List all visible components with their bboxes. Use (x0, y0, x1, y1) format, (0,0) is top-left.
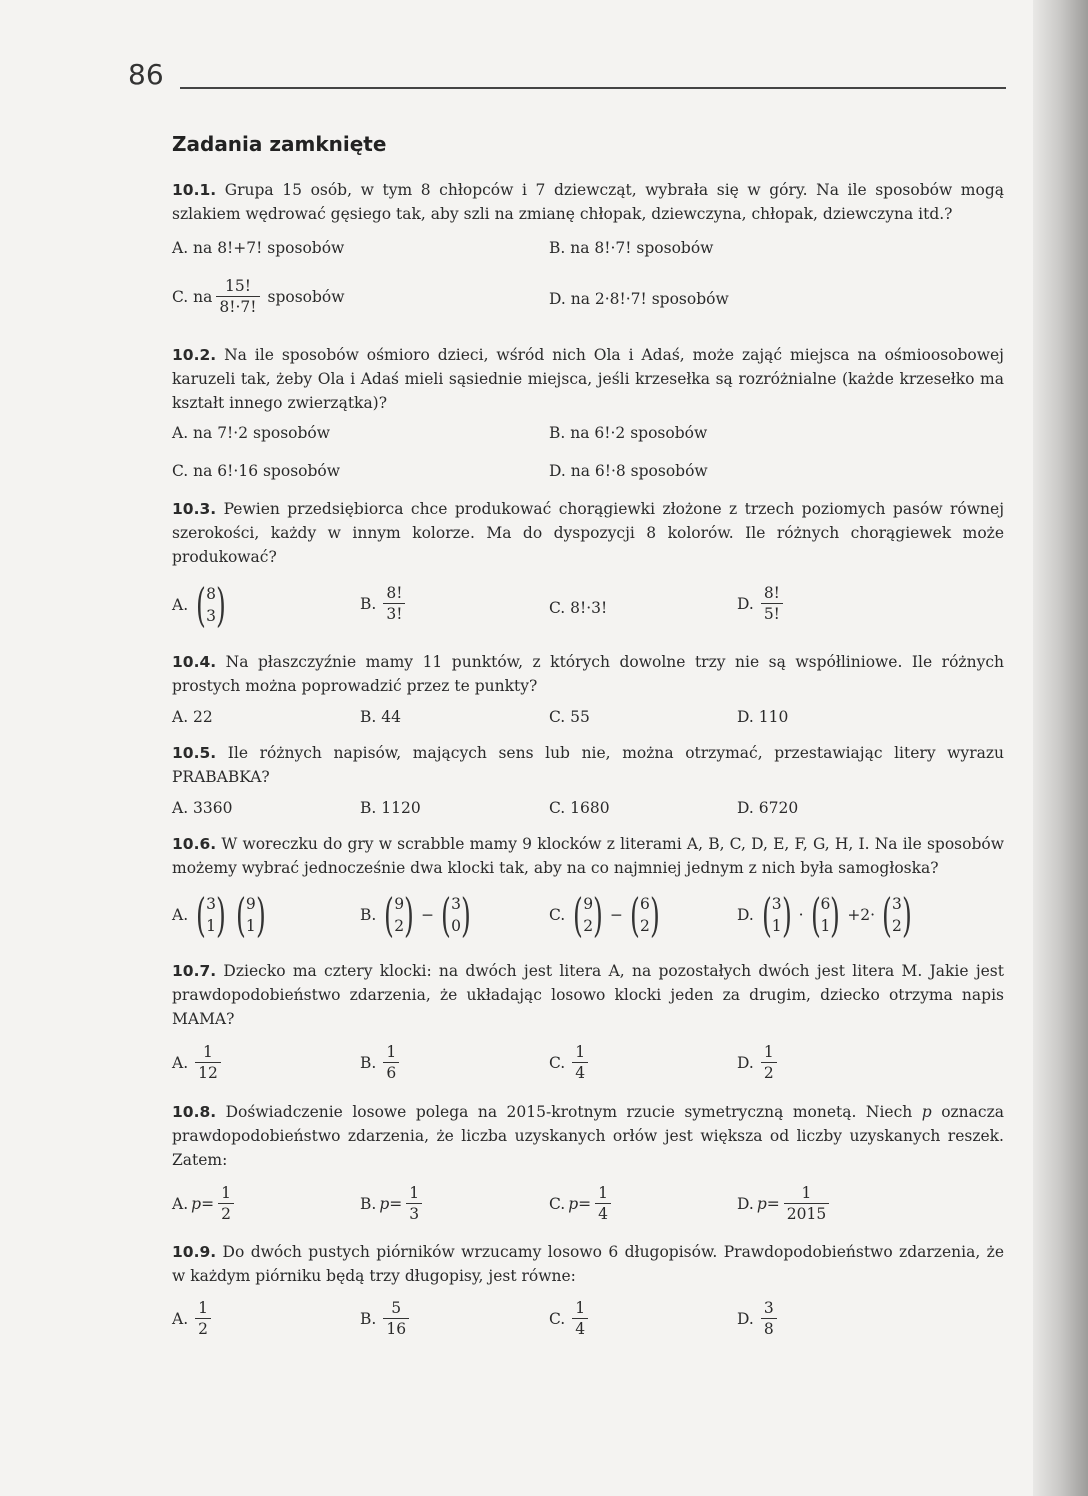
equals-sign: = (578, 1194, 592, 1213)
page-edge-shadow (1033, 0, 1088, 1496)
answer-a: A. na 8!+7! sposobów (172, 239, 345, 257)
numerator: 5 (391, 1299, 402, 1317)
numerator: 8! (386, 584, 403, 602)
numerator: 1 (598, 1184, 609, 1202)
numerator: 1 (198, 1299, 208, 1317)
numerator: 3 (763, 1299, 774, 1317)
task-number: 10.4. (172, 653, 217, 671)
answer-d (737, 1298, 781, 1339)
numerator: 8! (763, 584, 780, 602)
task-text-pre: Doświadczenie losowe polega na 2015-krotnym rzucie symetryczną monetą. Niech (225, 1103, 913, 1121)
answer-a: A. na 7!·2 sposobów (172, 424, 331, 442)
binomial-top: 3 (451, 895, 461, 913)
denominator: 6 (383, 1062, 399, 1083)
task-text: Do dwóch pustych piórników wrzucamy losowo 6 długopisów. Prawdopodobieństwo zdarzenia, że w każdym piórniku będą trzy długopisy, jest równe: (172, 1243, 1004, 1285)
task-10-6 (172, 832, 1004, 880)
answer-a: A. 22 (172, 708, 213, 726)
task-number: 10.7. (172, 962, 217, 980)
answer-a: A. 3360 (172, 799, 233, 817)
answer-b: B. na 6!·2 sposobów (549, 424, 708, 442)
answer-label: C. (549, 906, 566, 924)
task-10-1 (172, 178, 1004, 226)
answer-label: B. (360, 1309, 377, 1328)
header-rule (180, 87, 1006, 89)
binomial-top: 3 (892, 895, 902, 913)
task-10-3 (172, 497, 1004, 569)
answer-label: C. (549, 1053, 566, 1072)
answer-a (172, 578, 231, 632)
numerator: 15! (224, 277, 251, 295)
answer-b (360, 1183, 426, 1224)
answer-d (737, 1183, 833, 1224)
answer-c: C. 1680 (549, 799, 610, 817)
variable: p (568, 1194, 579, 1213)
numerator: 1 (409, 1184, 420, 1202)
answer-label: A. (172, 1194, 189, 1213)
answer-c (549, 1183, 615, 1224)
numerator: 1 (763, 1043, 774, 1061)
answer-d (737, 888, 917, 942)
denominator: 2 (761, 1062, 777, 1083)
denominator: 12 (195, 1062, 221, 1083)
binomial-bottom: 2 (639, 917, 650, 935)
page-header (128, 58, 1006, 98)
binomial: ( 3 2 ) (882, 888, 912, 942)
task-number: 10.9. (172, 1243, 217, 1261)
binomial-bottom: 2 (394, 917, 405, 935)
answer-c (549, 1042, 592, 1083)
answer-d: D. na 2·8!·7! sposobów (549, 290, 729, 308)
denominator: 2 (218, 1203, 234, 1224)
task-text-post: oznacza prawdopodobieństwo zdarzenia, że liczba uzyskanych orłów jest większa od liczby uzyskanych reszek. Zatem: (172, 1103, 1004, 1169)
answer-b: B. 44 (360, 708, 401, 726)
denominator: 3 (406, 1203, 422, 1224)
answer-d: D. 110 (737, 708, 789, 726)
answer-label: D. (737, 906, 754, 924)
task-10-5 (172, 741, 1004, 789)
answer-d (737, 583, 787, 624)
binomial-top: 3 (771, 895, 782, 913)
operator: · (798, 906, 804, 924)
answer-c: C. 8!·3! (549, 599, 608, 617)
task-text: Na ile sposobów ośmioro dzieci, wśród nich Ola i Adaś, może zająć miejsca na ośmioosobowej karuzeli tak, żeby Ola i Adaś mieli sąsiednie miejsca, jeśli krzesełka są rozróżnialne (każde krzesełko ma kształt innego zwierzątka)? (172, 346, 1004, 412)
answer-a (172, 1298, 215, 1339)
binomial-bottom: 2 (583, 917, 594, 935)
answer-label: B. (360, 1194, 377, 1213)
task-10-9 (172, 1240, 1004, 1288)
answer-c: C. na 6!·16 sposobów (172, 462, 340, 480)
binomial-bottom: 0 (451, 917, 461, 935)
fraction (383, 1298, 409, 1339)
fraction (216, 276, 259, 317)
binomial-bottom: 2 (892, 917, 902, 935)
variable: p (379, 1194, 390, 1213)
answer-a (172, 888, 271, 942)
binomial-top: 9 (394, 895, 405, 913)
answer-c (549, 888, 665, 942)
binomial-top: 3 (206, 895, 216, 913)
answer-b: B. na 8!·7! sposobów (549, 239, 714, 257)
task-number: 10.6. (172, 835, 217, 853)
fraction (406, 1183, 422, 1224)
binomial-bottom: 1 (771, 917, 782, 935)
binomial: ( 8 3 ) (196, 578, 226, 632)
fraction (195, 1042, 221, 1083)
answer-label: D. (737, 1053, 754, 1072)
answer-label: C. na (172, 287, 213, 306)
answer-suffix: sposobów (267, 287, 345, 306)
task-text: Ile różnych napisów, mających sens lub nie, można otrzymać, przestawiając litery wyrazu PRABABKA? (172, 744, 1004, 786)
answer-label: D. (737, 1309, 754, 1328)
binomial-bottom: 1 (245, 917, 256, 935)
page-number: 86 (128, 58, 164, 91)
equals-sign: = (201, 1194, 215, 1213)
numerator: 1 (386, 1043, 397, 1061)
denominator: 2015 (784, 1203, 829, 1224)
fraction (195, 1298, 211, 1339)
answer-c: C. 55 (549, 708, 590, 726)
task-number: 10.3. (172, 500, 217, 518)
numerator: 1 (203, 1043, 213, 1061)
task-10-2 (172, 343, 1004, 415)
equals-sign: = (389, 1194, 403, 1213)
answer-label: B. (360, 594, 377, 613)
binomial-top: 9 (245, 895, 256, 913)
fraction (383, 1042, 399, 1083)
fraction (572, 1298, 588, 1339)
binomial: ( 9 2 ) (573, 888, 603, 942)
fraction (218, 1183, 234, 1224)
answer-label: C. (549, 1194, 566, 1213)
fraction (761, 583, 783, 624)
task-10-8 (172, 1100, 1004, 1172)
variable: p (756, 1194, 767, 1213)
numerator: 1 (801, 1184, 812, 1202)
answer-label: A. (172, 906, 189, 924)
numerator: 1 (575, 1299, 586, 1317)
denominator: 2 (195, 1318, 211, 1339)
answer-a (172, 1183, 238, 1224)
binomial-top: 6 (820, 895, 831, 913)
variable: p (191, 1194, 202, 1213)
answer-b (360, 1042, 403, 1083)
fraction (784, 1183, 829, 1224)
answer-label: B. (360, 906, 377, 924)
denominator: 3! (383, 603, 405, 624)
task-text: Pewien przedsiębiorca chce produkować chorągiewki złożone z trzech poziomych pasów równej szerokości, każdy w innym kolorze. Ma do dyspozycji 8 kolorów. Ile różnych chorągiewek może produkować? (172, 500, 1004, 566)
binomial: ( 3 0 ) (441, 888, 471, 942)
denominator: 5! (761, 603, 783, 624)
binomial-top: 9 (583, 895, 594, 913)
denominator: 8 (761, 1318, 777, 1339)
fraction (595, 1183, 611, 1224)
denominator: 4 (572, 1318, 588, 1339)
numerator: 1 (575, 1043, 586, 1061)
binomial: ( 9 2 ) (384, 888, 415, 942)
operator: − (610, 906, 624, 924)
answer-label: D. (737, 1194, 754, 1213)
answer-label: D. (737, 594, 754, 613)
answer-d (737, 1042, 781, 1083)
denominator: 16 (383, 1318, 409, 1339)
numerator: 1 (221, 1184, 231, 1202)
answer-label: A. (172, 1309, 189, 1328)
task-text: Grupa 15 osób, w tym 8 chłopców i 7 dziewcząt, wybrała się w góry. Na ile sposobów mogą szlakiem wędrować gęsiego tak, aby szli na zmianę chłopak, dziewczyna, chłopak, dziewczyna itd.? (172, 181, 1004, 223)
fraction (572, 1042, 588, 1083)
answer-b (360, 1298, 413, 1339)
operator: − (421, 906, 435, 924)
answer-b (360, 888, 476, 942)
answer-label: C. (549, 1309, 566, 1328)
answer-c (549, 1298, 592, 1339)
answer-d: D. na 6!·8 sposobów (549, 462, 708, 480)
task-number: 10.2. (172, 346, 217, 364)
section-title: Zadania zamknięte (172, 132, 387, 156)
task-number: 10.5. (172, 744, 217, 762)
answer-label: A. (172, 1053, 189, 1072)
equals-sign: = (766, 1194, 780, 1213)
task-text: Na płaszczyźnie mamy 11 punktów, z których dowolne trzy nie są współliniowe. Ile różnych prostych można poprowadzić przez te punkty? (172, 653, 1004, 695)
fraction (761, 1298, 777, 1339)
answer-d: D. 6720 (737, 799, 799, 817)
task-variable: p (921, 1103, 932, 1121)
binomial-top: 6 (639, 895, 650, 913)
task-10-4 (172, 650, 1004, 698)
binomial: ( 6 1 ) (810, 888, 841, 942)
binomial-bottom: 3 (206, 607, 216, 625)
task-number: 10.1. (172, 181, 217, 199)
denominator: 8!·7! (216, 296, 259, 317)
answer-label: B. (360, 1053, 377, 1072)
task-10-7 (172, 959, 1004, 1031)
binomial: ( 3 1 ) (761, 888, 792, 942)
answer-a (172, 1042, 225, 1083)
task-text: W woreczku do gry w scrabble mamy 9 klocków z literami A, B, C, D, E, F, G, H, I. Na ile sposobów możemy wybrać jednocześnie dwa klocki tak, aby na co najmniej jednym z nich była samogłoska? (172, 835, 1004, 877)
answer-b (360, 583, 409, 624)
binomial-bottom: 1 (820, 917, 831, 935)
denominator: 4 (595, 1203, 611, 1224)
fraction (383, 583, 405, 624)
task-number: 10.8. (172, 1103, 217, 1121)
answer-c (172, 276, 345, 317)
answer-label: A. (172, 596, 189, 614)
denominator: 4 (572, 1062, 588, 1083)
binomial-bottom: 1 (206, 917, 216, 935)
binomial: ( 9 1 ) (235, 888, 266, 942)
binomial: ( 3 1 ) (196, 888, 226, 942)
binomial-top: 8 (206, 585, 216, 603)
task-text: Dziecko ma cztery klocki: na dwóch jest litera A, na pozostałych dwóch jest litera M. Jakie jest prawdopodobieństwo zdarzenia, że układając losowo klocki jeden za drugim, dziecko otrzyma napis MAMA? (172, 962, 1004, 1028)
operator: +2· (847, 906, 876, 924)
fraction (761, 1042, 777, 1083)
binomial: ( 6 2 ) (630, 888, 660, 942)
answer-b: B. 1120 (360, 799, 421, 817)
